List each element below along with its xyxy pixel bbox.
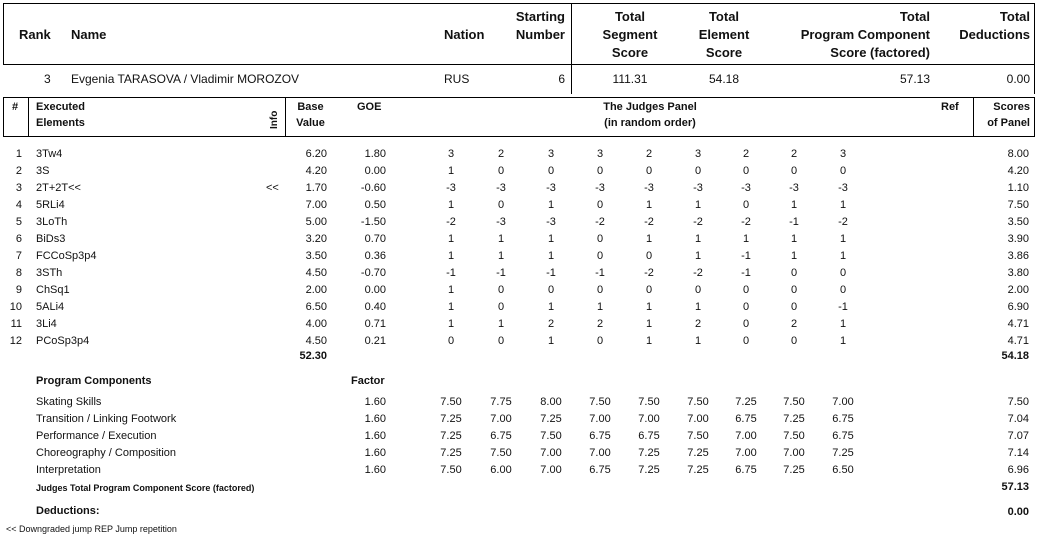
judge-score: 2 [694, 318, 702, 330]
judge-score: 1 [645, 318, 653, 330]
judge-score: 0 [497, 301, 505, 313]
element-name: 3Tw4 [36, 148, 63, 160]
judge-mark: 7.00 [832, 396, 854, 408]
element-name: 3S [36, 165, 50, 177]
judge-score: 1 [790, 199, 798, 211]
element-row [0, 335, 1038, 352]
judge-score: 3 [839, 148, 847, 160]
element-name: 3Li4 [36, 318, 57, 330]
tes-header-1: Total [708, 9, 740, 24]
rank-header: Rank [19, 27, 51, 42]
element-name: 3STh [36, 267, 63, 279]
elements-total: 54.18 [1001, 350, 1029, 362]
ref-header: Ref [941, 101, 959, 113]
col-divider-scores [973, 97, 974, 137]
judge-score: 1 [839, 335, 847, 347]
judge-score: 2 [547, 318, 555, 330]
judge-mark: 7.25 [540, 413, 562, 425]
judge-score: 0 [596, 233, 604, 245]
element-row [0, 199, 1038, 216]
judge-score: 1 [547, 233, 555, 245]
judge-score: 1 [645, 233, 653, 245]
judge-score: -1 [789, 216, 799, 228]
judge-score: 1 [694, 301, 702, 313]
judge-score: -1 [741, 250, 751, 262]
component-name: Performance / Execution [36, 430, 157, 442]
element-row [0, 148, 1038, 165]
judge-score: 0 [547, 284, 555, 296]
judge-score: 0 [790, 335, 798, 347]
element-base: 3.20 [305, 233, 327, 245]
judge-score: 1 [497, 250, 505, 262]
judge-score: 2 [742, 148, 750, 160]
element-goe: 0.70 [364, 233, 386, 245]
element-number: 9 [15, 284, 22, 296]
element-score: 6.90 [1007, 301, 1029, 313]
element-name: FCCoSp3p4 [36, 250, 97, 262]
ded-header-1: Total [999, 9, 1030, 24]
tes-header-3: Score [705, 45, 743, 60]
element-goe: -0.60 [360, 182, 386, 194]
starting-header-2: Number [515, 27, 565, 42]
judge-score: 1 [839, 233, 847, 245]
panel-header-2: (in random order) [604, 117, 696, 129]
header-divider-right [1034, 64, 1035, 94]
judge-score: 1 [839, 250, 847, 262]
judge-mark: 6.50 [832, 464, 854, 476]
element-base: 1.70 [305, 182, 327, 194]
component-score: 7.04 [1007, 413, 1029, 425]
component-factor: 1.60 [364, 413, 386, 425]
tss-header-3: Score [611, 45, 649, 60]
info-header: Info [269, 110, 280, 129]
element-row [0, 267, 1038, 284]
judge-score: 1 [447, 233, 455, 245]
judge-score: 1 [596, 301, 604, 313]
element-goe: 0.00 [364, 284, 386, 296]
judge-mark: 8.00 [540, 396, 562, 408]
pcs-header-3: Score (factored) [830, 45, 930, 60]
judge-score: 0 [694, 165, 702, 177]
judge-mark: 7.00 [589, 413, 611, 425]
deductions-value: 0.00 [1007, 506, 1029, 518]
judge-score: 0 [497, 335, 505, 347]
element-goe: -1.50 [360, 216, 386, 228]
judge-score: -3 [546, 216, 556, 228]
judge-mark: 7.25 [440, 430, 462, 442]
judge-score: -3 [546, 182, 556, 194]
judge-score: 2 [790, 148, 798, 160]
component-score: 7.14 [1007, 447, 1029, 459]
element-number: 8 [15, 267, 22, 279]
component-score: 7.50 [1007, 396, 1029, 408]
judge-score: 3 [547, 148, 555, 160]
tss-header-2: Segment [602, 27, 658, 42]
judge-score: -3 [496, 182, 506, 194]
scores-header-2: of Panel [987, 117, 1030, 129]
judge-score: 3 [694, 148, 702, 160]
judge-score: -3 [789, 182, 799, 194]
judge-score: 1 [447, 250, 455, 262]
judge-score: 1 [497, 233, 505, 245]
judge-score: 1 [645, 199, 653, 211]
element-goe: -0.70 [360, 267, 386, 279]
judge-mark: 6.75 [490, 430, 512, 442]
element-number: 2 [15, 165, 22, 177]
judge-mark: 6.75 [832, 413, 854, 425]
judge-score: -2 [838, 216, 848, 228]
judge-mark: 7.25 [735, 396, 757, 408]
judge-score: 0 [742, 199, 750, 211]
element-base: 7.00 [305, 199, 327, 211]
element-row [0, 250, 1038, 267]
element-row [0, 233, 1038, 250]
judge-mark: 7.50 [589, 396, 611, 408]
judge-mark: 7.25 [783, 464, 805, 476]
judge-score: -2 [693, 216, 703, 228]
judge-score: 1 [447, 318, 455, 330]
component-name: Choreography / Composition [36, 447, 177, 459]
judge-score: 0 [742, 284, 750, 296]
element-score: 2.00 [1007, 284, 1029, 296]
executed-header-1: Executed [36, 101, 85, 113]
legend-note: << Downgraded jump REP Jump repetition [6, 524, 177, 534]
judge-score: 0 [596, 335, 604, 347]
component-row [0, 447, 1038, 464]
element-base: 4.20 [305, 165, 327, 177]
element-score: 4.71 [1007, 335, 1029, 347]
element-name: BiDs3 [36, 233, 66, 245]
judge-score: 1 [447, 165, 455, 177]
element-row [0, 318, 1038, 335]
judge-mark: 7.50 [490, 447, 512, 459]
judge-mark: 7.00 [687, 413, 709, 425]
judge-mark: 7.25 [783, 413, 805, 425]
judge-mark: 7.00 [783, 447, 805, 459]
component-score: 6.96 [1007, 464, 1029, 476]
judge-score: 0 [742, 301, 750, 313]
judge-mark: 7.00 [638, 413, 660, 425]
judge-mark: 7.50 [638, 396, 660, 408]
judge-score: 0 [497, 199, 505, 211]
judge-score: 0 [790, 284, 798, 296]
element-row [0, 165, 1038, 182]
judge-mark: 7.25 [440, 447, 462, 459]
judge-score: -1 [546, 267, 556, 279]
judge-mark: 6.75 [638, 430, 660, 442]
element-goe: 0.40 [364, 301, 386, 313]
judge-score: -3 [741, 182, 751, 194]
judge-score: 0 [742, 318, 750, 330]
component-row [0, 464, 1038, 481]
judge-mark: 7.00 [540, 447, 562, 459]
judge-mark: 7.00 [735, 430, 757, 442]
judge-score: 0 [596, 165, 604, 177]
pc-total-label: Judges Total Program Component Score (factored) [36, 483, 255, 493]
nation-header: Nation [444, 27, 485, 42]
element-number: 3 [15, 182, 22, 194]
judge-score: 0 [596, 284, 604, 296]
judge-score: -1 [838, 301, 848, 313]
judge-score: 2 [497, 148, 505, 160]
element-score: 4.20 [1007, 165, 1029, 177]
judge-score: 0 [790, 267, 798, 279]
judge-score: 1 [547, 199, 555, 211]
judge-mark: 6.75 [832, 430, 854, 442]
judge-mark: 7.25 [687, 464, 709, 476]
judge-score: 1 [645, 335, 653, 347]
judge-score: 0 [596, 250, 604, 262]
element-goe: 0.71 [364, 318, 386, 330]
judge-score: 1 [447, 199, 455, 211]
skater-pcs: 57.13 [899, 72, 930, 86]
judge-score: -3 [595, 182, 605, 194]
element-row [0, 182, 1038, 199]
judge-score: 1 [742, 233, 750, 245]
judge-score: -3 [644, 182, 654, 194]
element-goe: 0.00 [364, 165, 386, 177]
judge-mark: 7.25 [638, 464, 660, 476]
judge-score: 0 [742, 165, 750, 177]
skater-tes: 54.18 [708, 72, 740, 86]
element-score: 3.90 [1007, 233, 1029, 245]
judge-score: 0 [497, 165, 505, 177]
element-score: 7.50 [1007, 199, 1029, 211]
judge-mark: 7.50 [783, 430, 805, 442]
judge-mark: 7.25 [638, 447, 660, 459]
judge-score: 0 [790, 165, 798, 177]
judge-mark: 6.00 [490, 464, 512, 476]
component-row [0, 430, 1038, 447]
element-info: << [266, 182, 279, 194]
judge-mark: 6.75 [589, 464, 611, 476]
element-number: 11 [10, 318, 22, 330]
element-name: 2T+2T<< [36, 182, 81, 194]
component-score: 7.07 [1007, 430, 1029, 442]
panel-header-1: The Judges Panel [603, 101, 697, 113]
judge-score: -2 [644, 267, 654, 279]
judge-score: 0 [839, 267, 847, 279]
component-name: Skating Skills [36, 396, 102, 408]
judge-mark: 7.50 [540, 430, 562, 442]
judge-score: -2 [595, 216, 605, 228]
judge-score: 3 [596, 148, 604, 160]
judge-score: 0 [839, 284, 847, 296]
executed-header-2: Elements [36, 117, 85, 129]
element-row [0, 301, 1038, 318]
element-base: 3.50 [305, 250, 327, 262]
element-score: 3.50 [1007, 216, 1029, 228]
base-header-2: Value [296, 117, 325, 129]
judge-score: -1 [446, 267, 456, 279]
judge-mark: 7.25 [440, 413, 462, 425]
component-factor: 1.60 [364, 464, 386, 476]
judge-mark: 6.75 [735, 464, 757, 476]
element-goe: 1.80 [364, 148, 386, 160]
tss-header-1: Total [614, 9, 646, 24]
element-score: 8.00 [1007, 148, 1029, 160]
judge-score: -2 [693, 267, 703, 279]
judge-score: 1 [694, 199, 702, 211]
element-base: 4.50 [305, 335, 327, 347]
skater-ded: 0.00 [1006, 72, 1030, 86]
element-number: 1 [15, 148, 22, 160]
elements-header-box [3, 97, 1035, 137]
judge-score: 0 [497, 284, 505, 296]
base-header-1: Base [297, 101, 324, 113]
judge-score: 1 [839, 318, 847, 330]
element-score: 1.10 [1007, 182, 1029, 194]
element-goe: 0.21 [364, 335, 386, 347]
judge-score: 1 [839, 199, 847, 211]
element-name: 5ALi4 [36, 301, 65, 313]
judge-mark: 7.75 [490, 396, 512, 408]
judge-score: 1 [790, 250, 798, 262]
ded-header-2: Deductions [959, 27, 1030, 42]
base-total: 52.30 [299, 350, 327, 362]
skater-start: 6 [558, 72, 565, 86]
element-base: 4.50 [305, 267, 327, 279]
component-row [0, 413, 1038, 430]
element-base: 6.50 [305, 301, 327, 313]
judge-score: 0 [839, 165, 847, 177]
judge-score: 0 [447, 335, 455, 347]
judge-mark: 7.00 [735, 447, 757, 459]
starting-header-1: Starting [515, 9, 565, 24]
judge-score: 1 [447, 301, 455, 313]
judge-mark: 7.50 [440, 396, 462, 408]
element-score: 3.86 [1007, 250, 1029, 262]
col-divider-info [285, 97, 286, 137]
judge-score: 0 [790, 301, 798, 313]
judge-score: -1 [496, 267, 506, 279]
element-number: 10 [9, 301, 22, 313]
judge-score: -1 [741, 267, 751, 279]
element-base: 5.00 [305, 216, 327, 228]
element-base: 4.00 [305, 318, 327, 330]
element-base: 6.20 [305, 148, 327, 160]
goe-header: GOE [357, 101, 382, 113]
judge-score: 0 [547, 165, 555, 177]
judge-score: 1 [694, 250, 702, 262]
pc-total: 57.13 [1001, 481, 1029, 493]
judge-score: 2 [596, 318, 604, 330]
judge-mark: 7.00 [490, 413, 512, 425]
judge-score: 1 [547, 335, 555, 347]
component-row [0, 396, 1038, 413]
element-goe: 0.36 [364, 250, 386, 262]
judge-score: 1 [790, 233, 798, 245]
component-factor: 1.60 [364, 396, 386, 408]
judge-score: 2 [790, 318, 798, 330]
judge-score: 0 [645, 250, 653, 262]
pcs-header-1: Total [899, 9, 930, 24]
judge-score: -2 [644, 216, 654, 228]
element-name: 5RLi4 [36, 199, 65, 211]
skater-name: Evgenia TARASOVA / Vladimir MOROZOV [71, 72, 300, 86]
skater-tss: 111.31 [612, 72, 648, 86]
judge-mark: 7.00 [540, 464, 562, 476]
component-name: Transition / Linking Footwork [36, 413, 177, 425]
judge-mark: 7.25 [832, 447, 854, 459]
element-goe: 0.50 [364, 199, 386, 211]
judge-score: 1 [694, 233, 702, 245]
element-number: 4 [15, 199, 22, 211]
judge-score: -1 [595, 267, 605, 279]
judge-score: 0 [742, 335, 750, 347]
element-name: ChSq1 [36, 284, 70, 296]
judge-score: 1 [547, 301, 555, 313]
element-base: 2.00 [305, 284, 327, 296]
pc-factor-header: Factor [351, 375, 385, 387]
element-number: 6 [15, 233, 22, 245]
judge-mark: 7.50 [440, 464, 462, 476]
judge-mark: 7.50 [687, 430, 709, 442]
component-factor: 1.60 [364, 447, 386, 459]
judge-score: 0 [645, 165, 653, 177]
name-header: Name [71, 27, 107, 42]
element-score: 4.71 [1007, 318, 1029, 330]
judge-score: -2 [446, 216, 456, 228]
header-divider [571, 3, 572, 94]
judge-score: 1 [447, 284, 455, 296]
judge-score: -2 [741, 216, 751, 228]
judge-mark: 6.75 [735, 413, 757, 425]
judge-score: 2 [645, 148, 653, 160]
element-number: 12 [9, 335, 22, 347]
scores-header-1: Scores [993, 101, 1030, 113]
component-name: Interpretation [36, 464, 101, 476]
judge-score: 0 [645, 284, 653, 296]
skater-rank: 3 [44, 72, 51, 86]
skater-nation: RUS [444, 72, 470, 86]
tes-header-2: Element [698, 27, 750, 42]
judge-score: 1 [497, 318, 505, 330]
element-number: 5 [15, 216, 22, 228]
component-factor: 1.60 [364, 430, 386, 442]
element-name: 3LoTh [36, 216, 68, 228]
judge-mark: 7.25 [687, 447, 709, 459]
col-divider-num [28, 97, 29, 137]
judge-score: 1 [547, 250, 555, 262]
judge-score: 3 [447, 148, 455, 160]
deductions-label: Deductions: [36, 505, 100, 517]
num-header: # [12, 101, 19, 113]
element-number: 7 [15, 250, 22, 262]
judge-score: 1 [645, 301, 653, 313]
judge-mark: 7.50 [783, 396, 805, 408]
element-row [0, 216, 1038, 233]
element-row [0, 284, 1038, 301]
judge-score: 0 [694, 284, 702, 296]
judge-score: -3 [693, 182, 703, 194]
pc-title: Program Components [36, 375, 152, 387]
judge-score: 1 [694, 335, 702, 347]
judge-mark: 6.75 [589, 430, 611, 442]
pcs-header-2: Program Component [800, 27, 930, 42]
judge-mark: 7.50 [687, 396, 709, 408]
judge-score: 0 [596, 199, 604, 211]
judge-score: -3 [446, 182, 456, 194]
judge-score: -3 [496, 216, 506, 228]
judge-score: -3 [838, 182, 848, 194]
element-score: 3.80 [1007, 267, 1029, 279]
element-name: PCoSp3p4 [36, 335, 90, 347]
judge-mark: 7.00 [589, 447, 611, 459]
